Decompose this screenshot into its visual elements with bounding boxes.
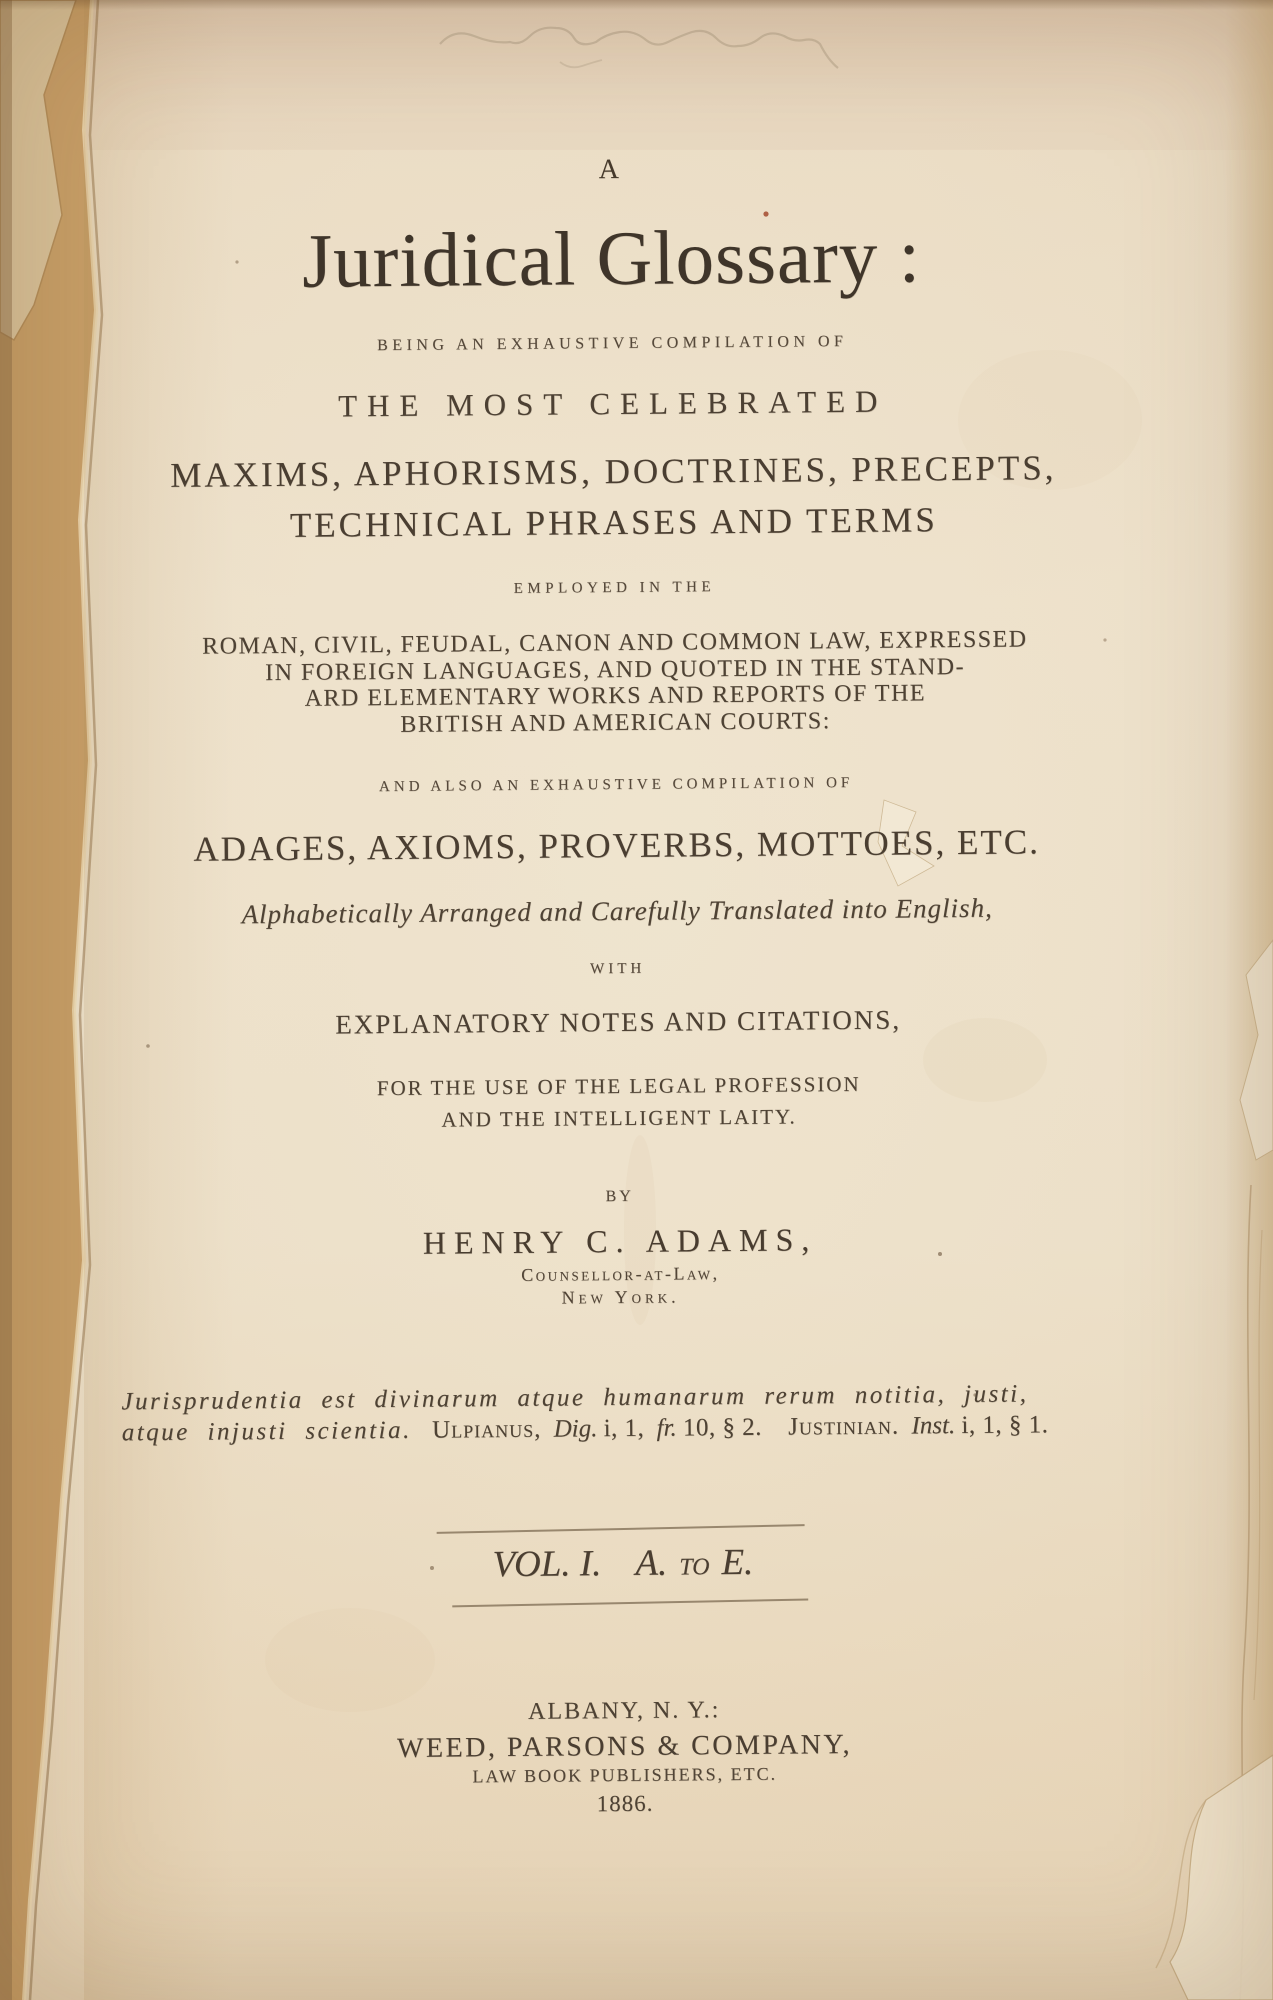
law-sources-line-4: BRITISH AND AMERICAN COURTS: [400, 707, 831, 738]
citation-digest-ref: i, 1, [603, 1414, 645, 1443]
volume-number: VOL. I. [492, 1543, 602, 1586]
epigraph-latin-1: Jurisprudentia est divinarum atque humanarum rerum notitia, justi, [121, 1380, 1029, 1416]
main-title: Juridical Glossary : [301, 212, 922, 304]
citation-institutes-abbr: Inst. [911, 1412, 956, 1440]
volume-rule-bottom [452, 1599, 808, 1608]
by-line: BY [605, 1187, 634, 1206]
subtitle-technical-line: TECHNICAL PHRASES AND TERMS [289, 500, 938, 545]
explanatory-notes-line: EXPLANATORY NOTES AND CITATIONS, [335, 1004, 902, 1040]
law-sources-line-2: IN FOREIGN LANGUAGES, AND QUOTED IN THE STAND- [265, 653, 966, 686]
epigraph-latin-2: atque injusti scientia. [121, 1416, 412, 1447]
with-line: WITH [590, 960, 646, 978]
subtitle-most-celebrated: THE MOST CELEBRATED [337, 383, 888, 424]
citation-justinian: Justinian. [788, 1412, 900, 1441]
imprint-year: 1886. [596, 1790, 654, 1817]
imprint-publisher-role: LAW BOOK PUBLISHERS, ETC. [472, 1763, 778, 1787]
imprint-city: ALBANY, N. Y.: [527, 1697, 721, 1725]
author-role: Counsellor-at-Law, [521, 1263, 720, 1285]
law-sources-block [0, 625, 1234, 742]
volume-line [5, 1540, 1241, 1588]
subtitle-maxims-line: MAXIMS, APHORISMS, DOCTRINES, PRECEPTS, [170, 448, 1057, 495]
law-sources-line-1: ROMAN, CIVIL, FEUDAL, CANON AND COMMON LAW, EXPRESSED [202, 626, 1028, 660]
volume-range-start: A. [635, 1542, 668, 1584]
volume-range-end: E. [721, 1541, 754, 1584]
volume-range-to: TO [679, 1554, 710, 1581]
citation-digest-abbr: Dig. [553, 1415, 598, 1443]
citation-digest-tail: 10, § 2. [682, 1413, 763, 1442]
citation-fr-abbr: fr. [656, 1414, 677, 1442]
half-title-letter: A [598, 153, 623, 186]
subtitle-being-line: BEING AN EXHAUSTIVE COMPILATION OF [377, 332, 848, 355]
author-name: HENRY C. ADAMS, [422, 1221, 818, 1261]
latin-epigraph [121, 1377, 1182, 1448]
citation-ulpianus: Ulpianus, [431, 1415, 542, 1444]
adages-line: ADAGES, AXIOMS, PROVERBS, MOTTOES, ETC. [193, 822, 1041, 869]
volume-rule-top [437, 1524, 805, 1534]
intelligent-laity-line: AND THE INTELLIGENT LAITY. [441, 1104, 797, 1132]
author-city: New York. [561, 1286, 680, 1308]
for-use-line: FOR THE USE OF THE LEGAL PROFESSION [376, 1071, 861, 1101]
citation-institutes-tail: i, 1, § 1. [961, 1411, 1049, 1440]
employed-in-the-line: EMPLOYED IN THE [513, 579, 716, 597]
alphabetically-arranged-line: Alphabetically Arranged and Carefully Translated into English, [241, 892, 993, 930]
and-also-line: AND ALSO AN EXHAUSTIVE COMPILATION OF [378, 774, 854, 796]
law-sources-line-3: ARD ELEMENTARY WORKS AND REPORTS OF THE [304, 680, 927, 712]
imprint-publisher: WEED, PARSONS & COMPANY, [396, 1729, 853, 1764]
